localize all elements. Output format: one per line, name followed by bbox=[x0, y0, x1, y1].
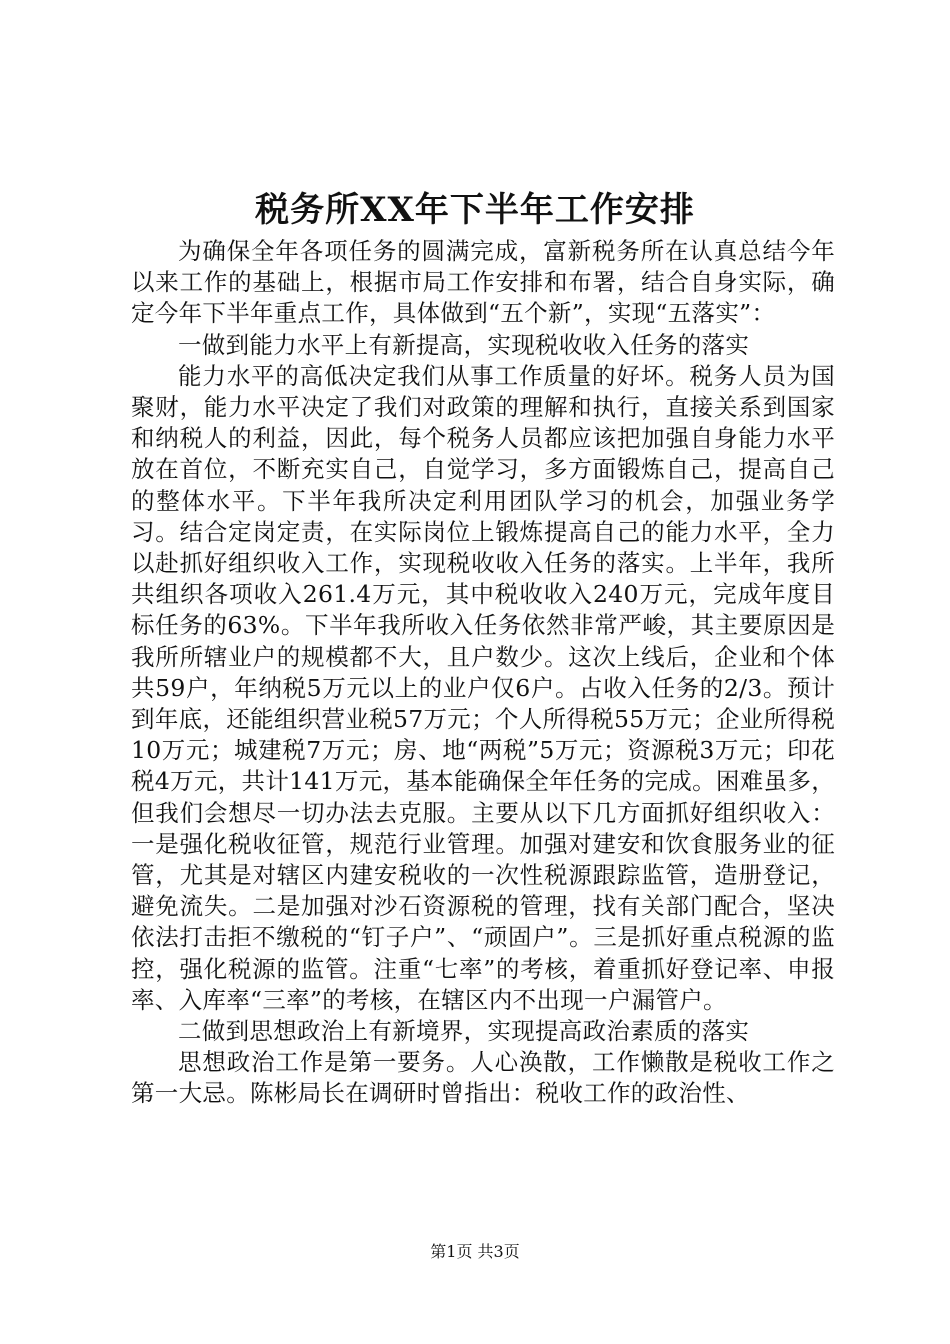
page-footer: 第1页 共3页 bbox=[430, 1242, 520, 1261]
paragraph-section-1: 能力水平的高低决定我们从事工作质量的好坏。税务人员为国聚财，能力水平决定了我们对政策的理解和执行，直接关系到国家和纳税人的利益，因此，每个税务人员都应该把加强自身能力水平放在首位，不断充实自己，自觉学习，多方面锻炼自己，提高自己的整体水平。下半年我所决定利用团队学习的机会，加强业务学习。结合定岗定责，在实际岗位上锻炼提高自己的能力水平，全力以赴抓好组织收入工作，实现税收收入任务的落实。上半年，我所共组织各项收入261.4万元，其中税收收入240万元，完成年度目标任务的63%。下半年我所收入任务依然非常严峻，其主要原因是我所所辖业户的规模都不大，且户数少。这次上线后，企业和个体共59户，年纳税5万元以上的业户仅6户。占收入任务的2/3。预计到年底，还能组织营业税57万元；个人所得税55万元；企业所得税10万元；城建税7万元；房、地“两税”5万元；资源税3万元；印花税4万元，共计141万元，基本能确保全年任务的完成。困难虽多，但我们会想尽一切办法去克服。主要从以下几方面抓好组织收入：一是强化税收征管，规范行业管理。加强对建安和饮食服务业的征管，尤其是对辖区内建安税收的一次性税源跟踪监管，造册登记，避免流失。二是加强对沙石资源税的管理，找有关部门配合，坚决依法打击拒不缴税的“钉子户”、“顽固户”。三是抓好重点税源的监控，强化税源的监管。注重“七率”的考核，着重抓好登记率、申报率、入库率“三率”的考核，在辖区内不出现一户漏管户。 bbox=[131, 361, 835, 1014]
paragraph-section-2: 思想政治工作是第一要务。人心涣散，工作懒散是税收工作之第一大忌。陈彬局长在调研时曾指出：税收工作的政治性、 bbox=[131, 1048, 835, 1108]
document-body bbox=[131, 236, 835, 1110]
document-title: 税务所XX年下半年工作安排 bbox=[255, 190, 695, 230]
section-heading-2: 二做到思想政治上有新境界，实现提高政治素质的落实 bbox=[178, 1017, 750, 1046]
paragraph-intro: 为确保全年各项任务的圆满完成，富新税务所在认真总结今年以来工作的基础上，根据市局工作安排和布署，结合自身实际，确定今年下半年重点工作，具体做到“五个新”，实现“五落实”： bbox=[131, 237, 835, 328]
section-heading-1: 一做到能力水平上有新提高，实现税收收入任务的落实 bbox=[178, 330, 750, 359]
